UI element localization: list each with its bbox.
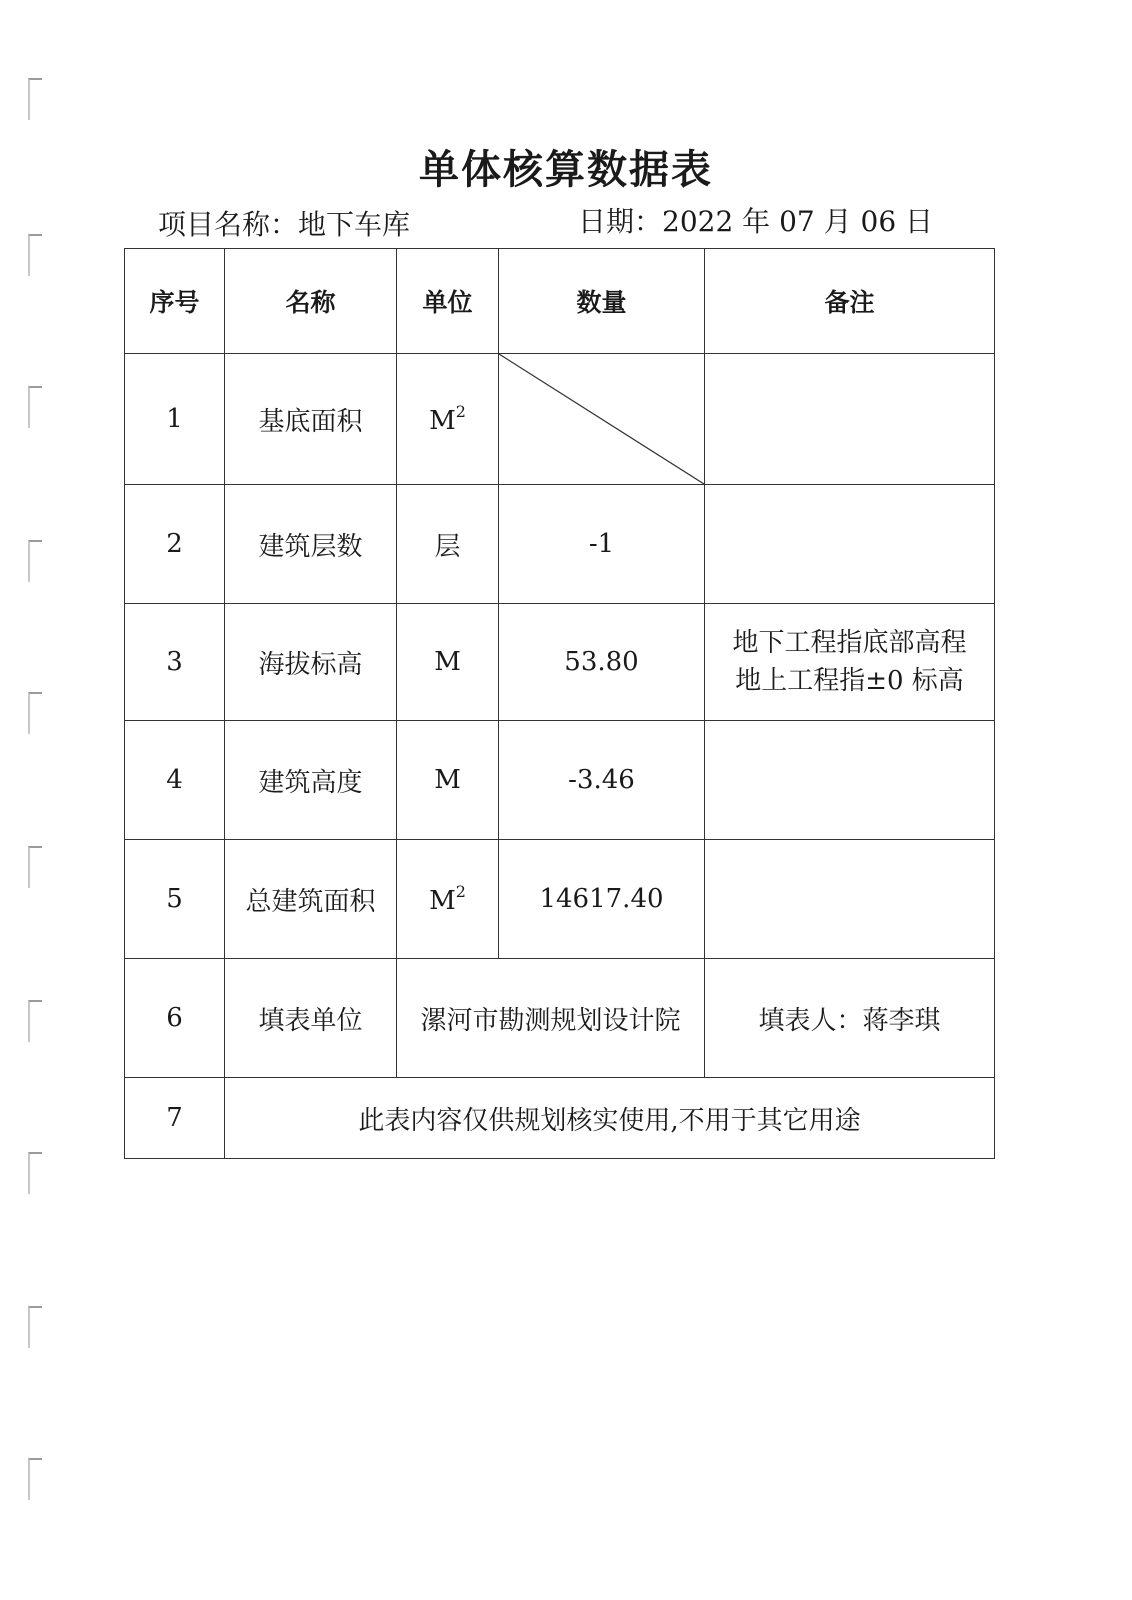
cell-name: 建筑高度 (225, 721, 397, 840)
binder-mark (28, 78, 42, 120)
header-name: 名称 (225, 249, 397, 354)
binder-mark (28, 1306, 42, 1348)
cell-name: 填表单位 (225, 959, 397, 1078)
unit-superscript: 2 (455, 402, 466, 421)
cell-quantity: 14617.40 (499, 840, 705, 959)
cell-quantity: 53.80 (499, 604, 705, 721)
table-row (125, 1078, 995, 1159)
date-value: 2022 年 07 月 06 日 (662, 205, 934, 238)
header-no: 序号 (125, 249, 225, 354)
table-row (125, 840, 995, 959)
binder-mark (28, 234, 42, 276)
date-label: 日期： (578, 205, 663, 238)
table-row (125, 959, 995, 1078)
page-title: 单体核算数据表 (419, 147, 713, 193)
cell-name: 总建筑面积 (225, 840, 397, 959)
cell-no: 3 (125, 604, 225, 721)
project-name: 地下车库 (298, 208, 411, 241)
cell-unit: M (397, 721, 499, 840)
binder-mark (28, 1458, 42, 1500)
cell-quantity-struck (499, 354, 705, 485)
cell-no: 2 (125, 485, 225, 604)
table-row (125, 721, 995, 840)
cell-name: 建筑层数 (225, 485, 397, 604)
project-label: 项目名称： (158, 208, 299, 241)
binder-mark (28, 1152, 42, 1194)
binder-mark (28, 1000, 42, 1042)
cell-name: 基底面积 (225, 354, 397, 485)
unit-superscript: 2 (455, 882, 466, 901)
binder-mark (28, 846, 42, 888)
cell-no: 1 (125, 354, 225, 485)
unit-base: M (429, 406, 456, 436)
cell-unit (397, 840, 499, 959)
date-info (578, 200, 933, 240)
cell-remark (705, 604, 995, 721)
header-remark: 备注 (705, 249, 995, 354)
cell-no: 5 (125, 840, 225, 959)
binder-mark (28, 692, 42, 734)
header-unit: 单位 (397, 249, 499, 354)
table-header-row (125, 249, 995, 354)
cell-no: 6 (125, 959, 225, 1078)
cell-no: 7 (125, 1078, 225, 1159)
cell-unit (397, 354, 499, 485)
remark-line: 地上工程指±0 标高 (735, 666, 964, 696)
unit-base: M (429, 886, 456, 916)
header-quantity: 数量 (499, 249, 705, 354)
binder-mark (28, 540, 42, 582)
cell-remark (705, 840, 995, 959)
cell-note: 此表内容仅供规划核实使用,不用于其它用途 (225, 1078, 995, 1159)
table-row (125, 354, 995, 485)
cell-no: 4 (125, 721, 225, 840)
cell-remark (705, 721, 995, 840)
binder-mark (28, 386, 42, 428)
cell-unit: 层 (397, 485, 499, 604)
diagonal-strike-line (499, 354, 704, 484)
cell-quantity: -3.46 (499, 721, 705, 840)
cell-filler: 填表人：蒋李琪 (705, 959, 995, 1078)
cell-name: 海拔标高 (225, 604, 397, 721)
table-row (125, 485, 995, 604)
data-table (124, 248, 995, 1159)
cell-remark (705, 354, 995, 485)
cell-unit: M (397, 604, 499, 721)
remark-line: 地下工程指底部高程 (732, 628, 967, 658)
project-info (158, 203, 410, 243)
table-row (125, 604, 995, 721)
cell-remark (705, 485, 995, 604)
cell-organization: 漯河市勘测规划设计院 (397, 959, 705, 1078)
cell-quantity: -1 (499, 485, 705, 604)
